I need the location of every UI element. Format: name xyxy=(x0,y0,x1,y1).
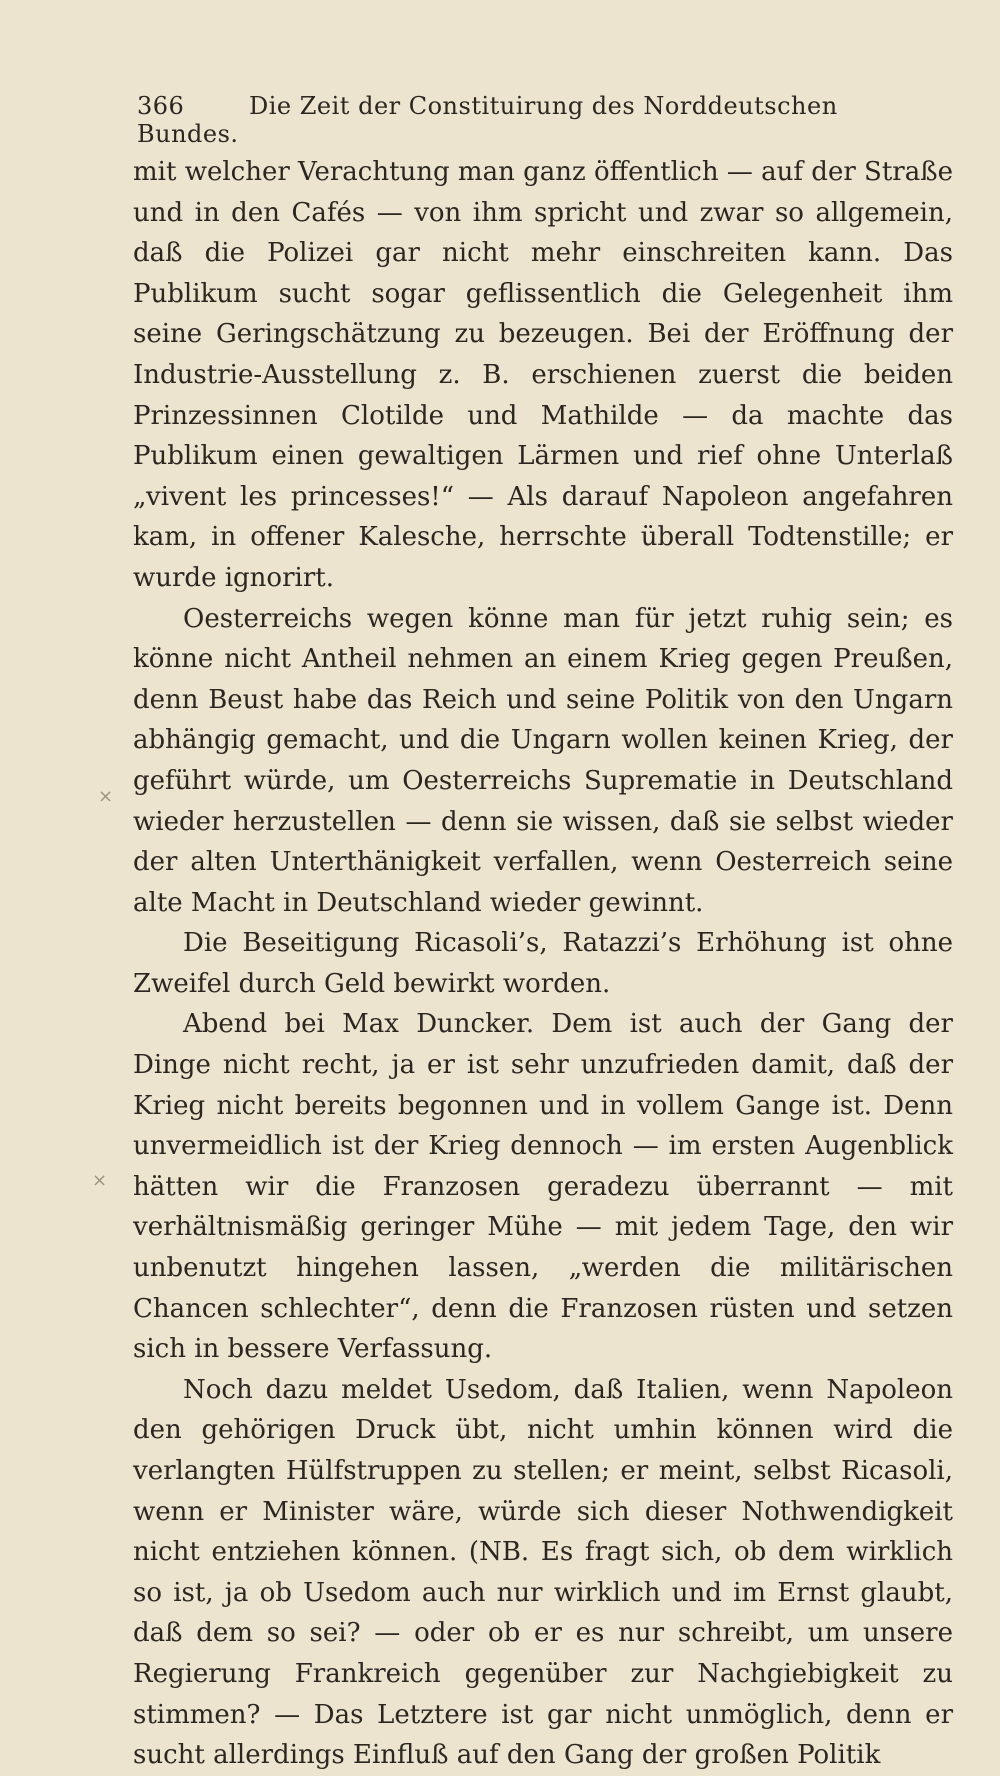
paragraph: Oesterreichs wegen könne man für jetzt ruhig sein; es könne nicht Antheil nehmen an einem Krieg gegen Preußen, denn Beust habe das Reich und seine Politik von den Ungarn abhängig gemacht, und die Ungarn wollen keinen Krieg, der geführt würde, um Oesterreichs Suprematie in Deutschland wieder herzustellen — denn sie wissen, daß sie selbst wieder der alten Unterthänigkeit verfallen, wenn Oesterreich seine alte Macht in Deutschland wieder gewinnt. xyxy=(133,603,953,918)
margin-pencil-mark: × xyxy=(92,1170,108,1191)
page-body xyxy=(133,152,953,1776)
paragraph: mit welcher Verachtung man ganz öffentlich — auf der Straße und in den Cafés — von ihm spricht und zwar so allgemein, daß die Polizei gar nicht mehr einschreiten kann. Das Publikum sucht sogar geflissentlich die Gelegenheit ihm seine Geringschätzung zu bezeugen. Bei der Eröffnung der Industrie-Ausstellung z. B. erschienen zuerst die beiden Prinzessinnen Clotilde und Mathilde — da machte das Publikum einen gewaltigen Lärmen und rief ohne Unterlaß „vivent les princesses!“ — Als darauf Napoleon angefahren kam, in offener Kalesche, herrschte überall Todtenstille; er wurde ignorirt. xyxy=(133,157,953,593)
paragraph: Noch dazu meldet Usedom, daß Italien, wenn Napoleon den gehörigen Druck übt, nicht umhin können wird die verlangten Hülfstruppen zu stellen; er meint, selbst Ricasoli, wenn er Minister wäre, würde sich dieser Nothwendigkeit nicht entziehen können. (NB. Es fragt sich, ob dem wirklich so ist, ja ob Usedom auch nur wirklich und im Ernst glaubt, daß dem so sei? — oder ob er es nur schreibt, um unsere Regierung Frankreich gegenüber zur Nachgiebigkeit zu stimmen? — Das Letztere ist gar nicht unmöglich, denn er sucht allerdings Einfluß auf den Gang der großen Politik xyxy=(133,1374,953,1771)
paragraph: Abend bei Max Duncker. Dem ist auch der Gang der Dinge nicht recht, ja er ist sehr unzufrieden damit, daß der Krieg nicht bereits begonnen und in vollem Gange ist. Denn unvermeidlich ist der Krieg dennoch — im ersten Augenblick hätten wir die Franzosen geradezu überrannt — mit verhältnismäßig geringer Mühe — mit jedem Tage, den wir unbenutzt hingehen lassen, „werden die militärischen Chancen schlechter“, denn die Franzosen rüsten und setzen sich in bessere Verfassung. xyxy=(133,1009,953,1365)
page-number: 366 xyxy=(137,92,185,120)
page-header xyxy=(137,92,877,148)
paragraph: Die Beseitigung Ricasoli’s, Ratazzi’s Erhöhung ist ohne Zweifel durch Geld bewirkt worden. xyxy=(133,928,953,999)
running-title: Die Zeit der Constituirung des Norddeutschen Bundes. xyxy=(137,92,838,148)
margin-pencil-mark: × xyxy=(98,786,114,807)
